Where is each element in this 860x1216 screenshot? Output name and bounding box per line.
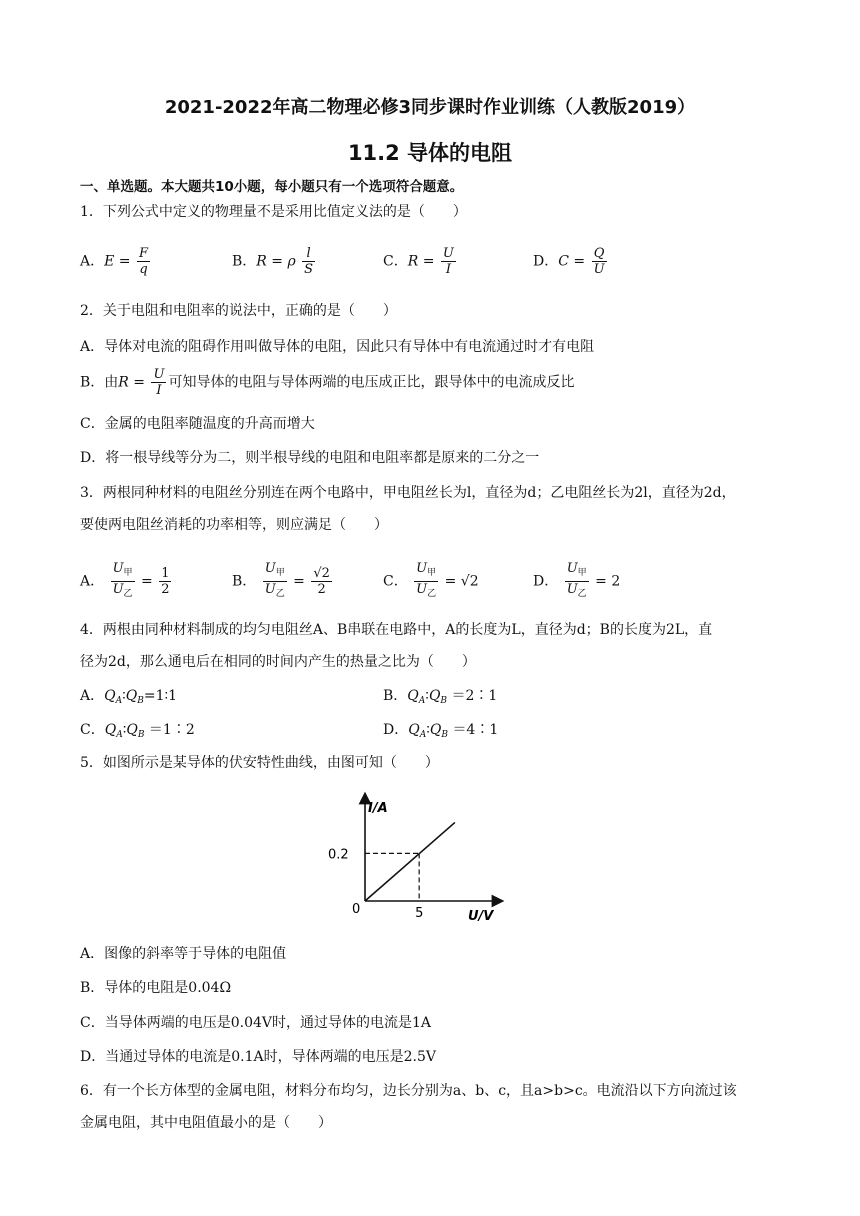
q3-option-d: D． $\frac{U_甲}{U_乙}$ = 2	[533, 561, 621, 599]
q5-option-c: C．当导体两端的电压是0.04V时，通过导体的电流是1A	[80, 1015, 432, 1031]
q3-option-c: C． $\frac{U_甲}{U_乙}$ = √2	[383, 561, 479, 599]
q2-option-b: B．由R = $\frac{U}{I}$ 可知导体的电阻与导体两端的电压成正比，跟导体中的电流成反比	[80, 367, 575, 398]
q5-option-b: B．导体的电阻是0.04Ω	[80, 980, 232, 996]
q6-stem-line2: 金属电阻，其中电阻值最小的是（ ）	[80, 1115, 332, 1131]
q1-option-b: B．R = ρ $\frac{l}{S}$	[232, 246, 314, 277]
iv-characteristic-chart	[310, 788, 510, 928]
q3-option-a: A． $\frac{U_甲}{U_乙}$ = $\frac{1}{2}$	[80, 561, 170, 599]
q3-stem-line2: 要使两电阻丝消耗的功率相等，则应满足（ ）	[80, 517, 388, 533]
q5-stem: 5．如图所示是某导体的伏安特性曲线，由图可知（ ）	[80, 755, 439, 771]
q4-stem-line2: 径为2d，那么通电后在相同的时间内产生的热量之比为（ ）	[80, 654, 476, 670]
lesson-title: 11.2 导体的电阻	[347, 141, 513, 165]
q1-option-d: D．C = $\frac{Q}{U}$	[533, 246, 605, 277]
q1-stem: 1．下列公式中定义的物理量不是采用比值定义法的是（ ）	[80, 204, 467, 220]
q4-option-c: C．$Q_A∶Q_B$ ＝1∶2	[80, 722, 195, 740]
q6-stem-line1: 6．有一个长方体型的金属电阻，材料分布均匀，边长分别为a、b、c，且a>b>c。电流沿以下方向流过该	[80, 1083, 737, 1099]
q4-option-b: B．$Q_A∶Q_B$ ＝2∶1	[383, 688, 498, 706]
section-heading: 一、单选题。本大题共10小题，每小题只有一个选项符合题意。	[80, 179, 464, 195]
q2-option-d: D．将一根导线等分为二，则半根导线的电阻和电阻率都是原来的二分之一	[80, 450, 540, 466]
q4-option-a: A．$Q_A∶Q_B=1∶1$	[80, 688, 178, 706]
q2-option-c: C．金属的电阻率随温度的升高而增大	[80, 416, 315, 432]
q2-option-a: A．导体对电流的阻碍作用叫做导体的电阻，因此只有导体中有电流通过时才有电阻	[80, 339, 595, 355]
q3-stem-line1: 3．两根同种材料的电阻丝分别连在两个电路中，甲电阻丝长为l，直径为d；乙电阻丝长为2l，直径为2d，	[80, 485, 736, 501]
origin-label: 0	[352, 902, 361, 917]
q2-stem: 2．关于电阻和电阻率的说法中，正确的是（ ）	[80, 303, 397, 319]
q4-stem-line1: 4．两根由同种材料制成的均匀电阻丝A、B串联在电路中，A的长度为L，直径为d；B的长度为2L，直	[80, 622, 713, 638]
y-tick-label: 0.2	[328, 847, 349, 863]
q1-option-a: A．E = $\frac{F}{q}$	[80, 246, 149, 277]
x-axis-label: U/V	[468, 909, 494, 924]
y-axis-label: I/A	[368, 801, 388, 816]
q1-option-c: C．R = $\frac{U}{I}$	[383, 246, 454, 277]
q3-option-b: B． $\frac{U_甲}{U_乙}$ = $\frac{√2}{2}$	[232, 561, 330, 599]
document-title: 2021-2022年高二物理必修3同步课时作业训练（人教版2019）	[164, 97, 696, 118]
iv-line	[365, 822, 455, 901]
q5-option-d: D．当通过导体的电流是0.1A时，导体两端的电压是2.5V	[80, 1049, 436, 1065]
x-tick-label: 5	[415, 906, 424, 921]
q4-option-d: D．$Q_A∶Q_B$ ＝4∶1	[383, 722, 499, 740]
q5-option-a: A．图像的斜率等于导体的电阻值	[80, 946, 287, 962]
